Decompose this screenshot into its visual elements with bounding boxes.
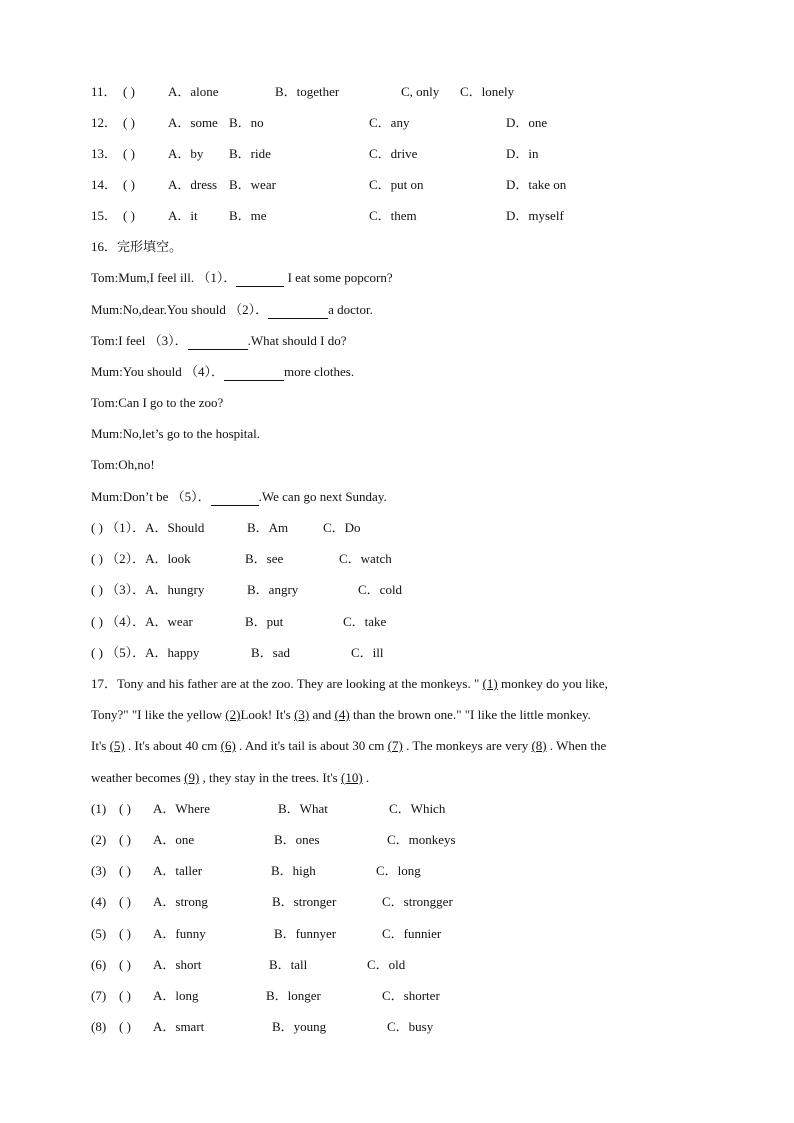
answer-blank[interactable]: ( ) <box>123 115 135 130</box>
item-number: (7) <box>91 988 107 1003</box>
fill-blank[interactable] <box>224 364 284 381</box>
option-b: B．no <box>229 115 264 130</box>
option-a: A．funny <box>153 926 206 941</box>
answer-blank[interactable]: ( ) <box>123 84 135 99</box>
option-a: A．it <box>168 208 198 223</box>
option-c: C．them <box>369 208 417 223</box>
option-a: A．some <box>168 115 218 130</box>
option-a: ( ) （5）．A．happy <box>91 645 200 660</box>
option-c: C．drive <box>369 146 418 161</box>
option-b: B．wear <box>229 177 276 192</box>
option-a: A．one <box>153 832 195 847</box>
item-number: (2) <box>91 832 107 847</box>
option-a: A．dress <box>168 177 218 192</box>
section-title: 16．完形填空。 <box>91 239 183 254</box>
item-number: (4) <box>91 894 107 909</box>
dialog-text: a doctor. <box>328 302 373 317</box>
answer-blank[interactable]: ( ) <box>119 1019 131 1034</box>
dialog-line <box>91 333 347 350</box>
fill-blank[interactable] <box>236 270 284 287</box>
passage-text: and <box>309 707 335 722</box>
dialog-line: Mum:No,let’s go to the hospital. <box>91 426 260 441</box>
option-c: C．any <box>369 115 410 130</box>
fill-blank[interactable] <box>268 302 328 319</box>
fill-blank[interactable] <box>188 333 248 350</box>
answer-blank[interactable]: ( ) <box>119 863 131 878</box>
answer-blank[interactable]: ( ) <box>123 146 135 161</box>
option-b: B．tall <box>269 957 308 972</box>
passage-text: . <box>362 770 370 785</box>
dialog-text: Tom:I feel （3）． <box>91 333 188 348</box>
fill-blank[interactable]: (3) <box>294 707 310 722</box>
passage-text: Tony?" "I like the yellow <box>91 707 226 722</box>
dialog-text: I eat some popcorn? <box>284 270 393 285</box>
fill-blank[interactable]: (7) <box>387 738 403 753</box>
option-b: B．funnyer <box>274 926 337 941</box>
answer-blank[interactable]: ( ) <box>119 957 131 972</box>
option-a: A．strong <box>153 894 208 909</box>
option-a: A．taller <box>153 863 203 878</box>
passage-text: Look! It's <box>240 707 295 722</box>
option-b: B．see <box>245 551 284 566</box>
dialog-text: .We can go next Sunday. <box>258 489 387 504</box>
passage-text: than the brown one." "I like the little monkey. <box>349 707 591 722</box>
answer-blank[interactable]: ( ) <box>123 208 135 223</box>
question-number: 12． <box>91 115 118 130</box>
passage-text: It's <box>91 738 110 753</box>
fill-blank[interactable]: (10) <box>341 770 363 785</box>
passage-text: 17．Tony and his father are at the zoo. They are looking at the monkeys. " <box>91 676 483 691</box>
passage-line <box>91 738 606 754</box>
option-c: C．monkeys <box>387 832 456 847</box>
dialog-line <box>91 364 354 381</box>
option-b: B．ride <box>229 146 271 161</box>
item-number: (5) <box>91 926 107 941</box>
option-d: D．take on <box>506 177 567 192</box>
dialog-text: Mum:No,dear.You should （2）． <box>91 302 269 317</box>
passage-text: . It's about 40 cm <box>124 738 221 753</box>
item-number: (6) <box>91 957 107 972</box>
passage-text: , they stay in the trees. It's <box>199 770 341 785</box>
option-a: A．alone <box>168 84 219 99</box>
option-b: B．What <box>278 801 328 816</box>
fill-blank[interactable]: (6) <box>220 738 236 753</box>
option-b: B．angry <box>247 582 299 597</box>
fill-blank[interactable]: (8) <box>531 738 547 753</box>
option-b: B．Am <box>247 520 289 535</box>
option-c: C．long <box>376 863 421 878</box>
option-c: C．funnier <box>382 926 442 941</box>
option-c: C．put on <box>369 177 424 192</box>
answer-blank[interactable]: ( ) <box>119 832 131 847</box>
item-number: (1) <box>91 801 107 816</box>
fill-blank[interactable]: (2) <box>225 707 241 722</box>
option-c: C．ill <box>351 645 384 660</box>
passage-line <box>91 770 369 786</box>
option-a: A．by <box>168 146 204 161</box>
option-d: D．one <box>506 115 548 130</box>
fill-blank[interactable]: (9) <box>184 770 200 785</box>
option-c: C．watch <box>339 551 392 566</box>
option-d: D．in <box>506 146 539 161</box>
option-c: C, only <box>401 84 440 99</box>
passage-text: . The monkeys are very <box>402 738 532 753</box>
option-a: A．long <box>153 988 199 1003</box>
option-b: B．sad <box>251 645 291 660</box>
fill-blank[interactable]: (5) <box>109 738 125 753</box>
option-a: ( ) （4）．A．wear <box>91 614 193 629</box>
answer-blank[interactable]: ( ) <box>119 894 131 909</box>
dialog-line: Tom:Can I go to the zoo? <box>91 395 224 410</box>
passage-line <box>91 676 608 692</box>
passage-text: . When the <box>546 738 607 753</box>
option-b: B．high <box>271 863 316 878</box>
fill-blank[interactable]: (4) <box>334 707 350 722</box>
question-number: 11． <box>91 84 117 99</box>
dialog-line <box>91 489 387 506</box>
option-c: C．busy <box>387 1019 434 1034</box>
option-c: C．old <box>367 957 406 972</box>
option-b: B．stronger <box>272 894 337 909</box>
dialog-text: .What should I do? <box>247 333 347 348</box>
question-number: 13． <box>91 146 118 161</box>
question-number: 15． <box>91 208 118 223</box>
option-c: C．shorter <box>382 988 440 1003</box>
option-a: ( ) （1）．A．Should <box>91 520 205 535</box>
question-number: 14． <box>91 177 118 192</box>
dialog-line <box>91 270 393 287</box>
item-number: (8) <box>91 1019 107 1034</box>
dialog-text: more clothes. <box>284 364 355 379</box>
dialog-text: Mum:Don’t be （5）． <box>91 489 211 504</box>
option-b: B．me <box>229 208 267 223</box>
option-a: ( ) （2）．A．look <box>91 551 191 566</box>
option-c: C．strongger <box>382 894 453 909</box>
option-b: B．ones <box>274 832 320 847</box>
option-d: C．lonely <box>460 84 515 99</box>
answer-blank[interactable]: ( ) <box>119 988 131 1003</box>
dialog-text: Mum:You should （4）． <box>91 364 225 379</box>
passage-text: weather becomes <box>91 770 185 785</box>
option-d: D．myself <box>506 208 564 223</box>
option-a: ( ) （3）．A．hungry <box>91 582 205 597</box>
dialog-text: Tom:Mum,I feel ill. （1）． <box>91 270 237 285</box>
option-c: C．Which <box>389 801 446 816</box>
option-b: B．put <box>245 614 284 629</box>
passage-text: . And it's tail is about 30 cm <box>235 738 388 753</box>
option-b: B．together <box>275 84 340 99</box>
item-number: (3) <box>91 863 107 878</box>
option-c: C．Do <box>323 520 361 535</box>
fill-blank[interactable]: (1) <box>482 676 498 691</box>
option-a: A．short <box>153 957 202 972</box>
answer-blank[interactable]: ( ) <box>119 801 131 816</box>
passage-line <box>91 707 591 723</box>
option-b: B．longer <box>266 988 321 1003</box>
option-b: B．young <box>272 1019 327 1034</box>
answer-blank[interactable]: ( ) <box>119 926 131 941</box>
answer-blank[interactable]: ( ) <box>123 177 135 192</box>
option-c: C．cold <box>358 582 403 597</box>
passage-text: monkey do you like, <box>497 676 608 691</box>
dialog-line <box>91 302 373 319</box>
option-a: A．Where <box>153 801 211 816</box>
option-a: A．smart <box>153 1019 205 1034</box>
dialog-line: Tom:Oh,no! <box>91 457 155 472</box>
fill-blank[interactable] <box>211 489 259 506</box>
option-c: C．take <box>343 614 387 629</box>
